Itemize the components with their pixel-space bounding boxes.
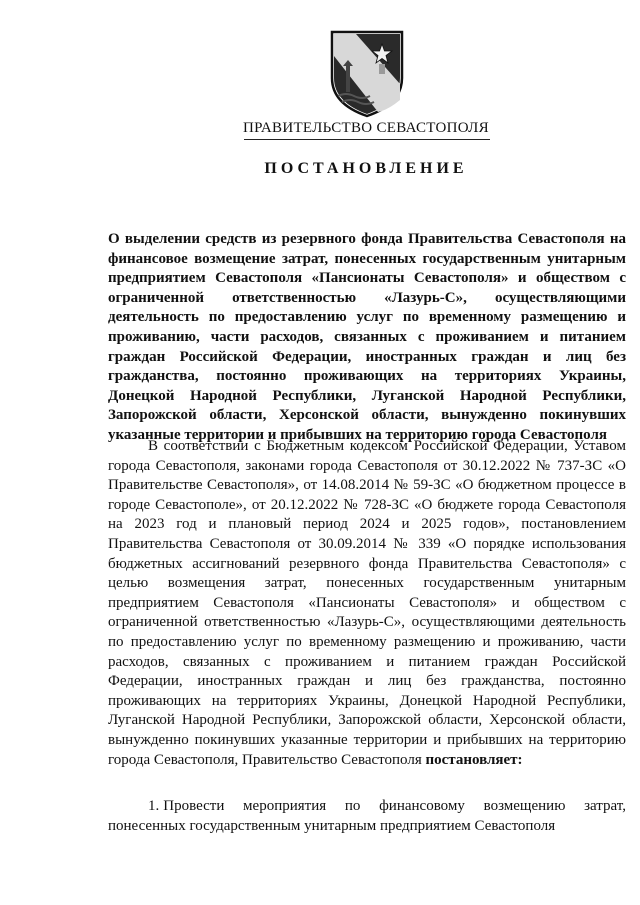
preamble-closing: Правительство Севастополя bbox=[242, 751, 422, 768]
document-subject: О выделении средств из резервного фонда Правительства Севастополя на финансовое возмещение затрат, понесенных государственным унитарным предприятием Севастополя «Пансионаты Севастополя» и обществом с ограниченной ответственностью «Лазурь-С», осуществляющими деятельность по предоставлению услуг по временному размещению и проживанию, части расходов, связанных с проживанием и питанием граждан Российской Федерации, иностранных граждан и лиц без гражданства, постоянно проживающих на территориях Украины, Донецкой Народной Республики, Луганской Народной Республики, Запорожской области, Херсонской области, вынужденно покинувших указанные территории и прибывших на территорию города Севастополя bbox=[108, 231, 626, 443]
preamble-text: В соответствии с Бюджетным кодексом Российской Федерации, Уставом города Севастополя, законами города Севастополя от 30.12.2022 № 737-ЗС «О Правительстве Севастополя», от 14.08.2014 № 59-ЗС «О бюджетном процессе в городе Севастополе», от 20.12.2022 № 728-ЗС «О бюджете города Севастополя на 2023 год и плановый период 2024 и 2025 годов», постановлением Правительства Севастополя от 30.09.2014 № 339 «О порядке использования бюджетных ассигнований резервного фонда Правительства Севастополя» с целью возмещения затрат, понесенных государственным унитарным предприятием Севастополя «Пансионаты Севастополя» и обществом с ограниченной ответственностью «Лазурь-С», осуществляющими деятельность по предоставлению услуг по временному размещению и проживанию, части расходов, связанных с проживанием и питанием граждан Российской Федерации, иностранных граждан и лиц без гражданства, постоянно проживающих на территориях Украины, Донецкой Народной Республики, Луганской Народной Республики, Запорожской области, Херсонской области, вынужденно покинувших указанные территории и прибывших на территорию города Севастополя, bbox=[108, 438, 626, 768]
item-text: Провести мероприятия по финансовому возмещению затрат, понесенных государственным унитарным предприятием Севастополя bbox=[108, 798, 626, 834]
header-underline bbox=[244, 139, 490, 140]
preamble-keyword: постановляет: bbox=[425, 751, 523, 768]
preamble-paragraph bbox=[108, 437, 626, 770]
document-type-title: ПОСТАНОВЛЕНИЕ bbox=[264, 160, 468, 177]
organization-name: ПРАВИТЕЛЬСТВО СЕВАСТОПОЛЯ bbox=[243, 120, 489, 136]
list-item bbox=[108, 797, 626, 836]
item-number: 1. bbox=[148, 798, 160, 814]
sevastopol-coat-of-arms-icon bbox=[326, 26, 408, 118]
